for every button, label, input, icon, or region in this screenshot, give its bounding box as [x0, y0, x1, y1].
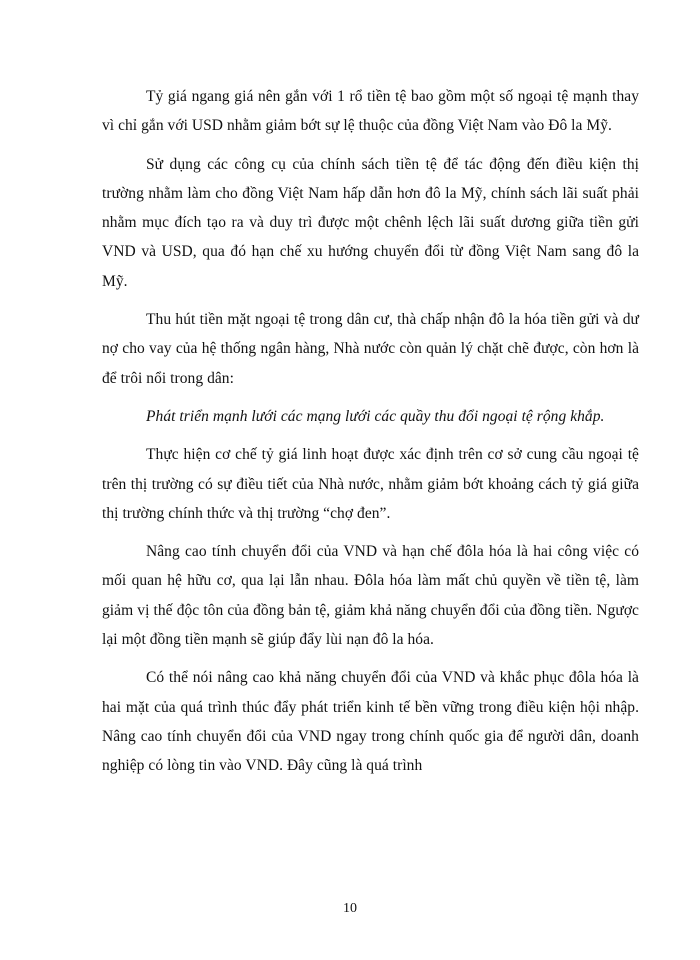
page-number: 10: [343, 901, 357, 916]
paragraph-sustainable-development: Có thể nói nâng cao khả năng chuyển đổi của VND và khắc phục đôla hóa là hai mặt của quá trình thúc đẩy phát triển kinh tế bền vững trong điều kiện hội nhập. Nâng cao tính chuyển đổi của VND ngay trong chính quốc gia để người dân, doanh nghiệp có lòng tin vào VND. Đây cũng là quá trình: [102, 669, 639, 775]
document-body: [102, 82, 639, 790]
paragraph-exchange-counters: Phát triển mạnh lưới các mạng lưới các quầy thu đổi ngoại tệ rộng khắp.: [146, 407, 605, 425]
paragraph-convertibility-dollarization: Nâng cao tính chuyển đổi của VND và hạn chế đôla hóa là hai công việc có mối quan hệ hữu cơ, qua lại lẫn nhau. Đôla hóa làm mất chủ quyền về tiền tệ, làm giảm vị thế độc tôn của đồng bản tệ, giảm khả năng chuyển đổi của đồng tiền. Ngược lại một đồng tiền mạnh sẽ giúp đẩy lùi nạn đô la hóa.: [102, 543, 639, 649]
paragraph-attract-foreign-cash: Thu hút tiền mặt ngoại tệ trong dân cư, thà chấp nhận đô la hóa tiền gửi và dư nợ cho vay của hệ thống ngân hàng, Nhà nước còn quản lý chặt chẽ được, còn hơn là để trôi nổi trong dân:: [102, 311, 639, 387]
paragraph-monetary-policy-tools: Sử dụng các công cụ của chính sách tiền tệ để tác động đến điều kiện thị trường nhằm làm cho đồng Việt Nam hấp dẫn hơn đô la Mỹ, chính sách lãi suất phải nhằm mục đích tạo ra và duy trì được một chênh lệch lãi suất dương giữa tiền gửi VND và USD, qua đó hạn chế xu hướng chuyển đổi từ đồng Việt Nam sang đô la Mỹ.: [102, 155, 639, 290]
paragraph-flexible-exchange-rate: Thực hiện cơ chế tỷ giá linh hoạt được xác định trên cơ sở cung cầu ngoại tệ trên thị trường có sự điều tiết của Nhà nước, nhằm giảm bớt khoảng cách tỷ giá giữa thị trường chính thức và thị trường “chợ đen”.: [102, 446, 639, 522]
paragraph-exchange-rate-basket: Tỷ giá ngang giá nên gắn với 1 rổ tiền tệ bao gồm một số ngoại tệ mạnh thay vì chỉ gắn với USD nhằm giảm bớt sự lệ thuộc của đồng Việt Nam vào Đô la Mỹ.: [102, 88, 639, 135]
